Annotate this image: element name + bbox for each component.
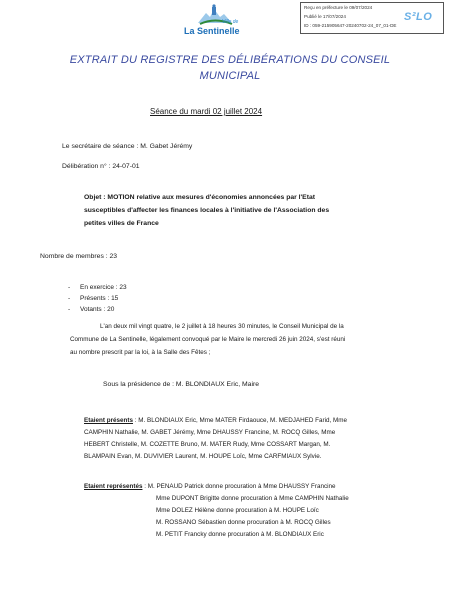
presents-line-1: Etaient présents : M. BLONDIAUX Eric, Mme MATER Firdaouce, M. MEDJAHED Farid, Mme <box>84 417 348 424</box>
intro-line-2: Commune de La Sentinelle, légalement convoqué par le Maire le mercredi 26 juin 2024, s'est réuni <box>70 336 346 343</box>
title-line-1: EXTRAIT DU REGISTRE DES DÉLIBÉRATIONS DU CONSEIL <box>69 54 391 66</box>
intro-line-1: L'an deux mil vingt quatre, le 2 juillet à 18 heures 30 minutes, le Conseil Municipal de la <box>100 323 344 330</box>
document-title <box>40 52 420 84</box>
list-item: - Votants : 20 <box>68 306 115 313</box>
objet-line-1: Objet : MOTION relative aux mesures d'économies annoncées par l'Etat <box>84 194 315 201</box>
stamp-line-received: Reçu en préfecture le 09/07/2024 <box>304 5 373 10</box>
seance-date: Séance du mardi 02 juillet 2024 <box>150 107 263 116</box>
presents-label: Etaient présents <box>84 417 133 424</box>
prefecture-stamp <box>300 2 444 34</box>
title-line-2: MUNICIPAL <box>199 70 261 82</box>
deliberation-number: Délibération n° : 24-07-01 <box>62 163 140 170</box>
representes-line-1: Etaient représentés : M. PENAUD Patrick donne procuration à Mme DHAUSSY Francine <box>84 483 336 490</box>
stamp-slo-logo: S²LO <box>404 11 433 23</box>
representes-label: Etaient représentés <box>84 483 143 490</box>
list-item: - Présents : 15 <box>68 295 119 302</box>
intro-line-3: au nombre prescrit par la loi, à la Salle des Fêtes ; <box>70 349 211 356</box>
secretaire: Le secrétaire de séance : M. Gabet Jérémy <box>62 143 193 150</box>
stamp-line-id: ID : 059-215905647-20240702-24_07_01-DE <box>304 23 397 28</box>
presents-line-3: HEBERT Christelle, M. COZETTE Bruno, M. MATER Rudy, Mme COSSART Margan, M. <box>84 441 331 448</box>
presidence: Sous la présidence de : M. BLONDIAUX Eric, Maire <box>103 381 260 388</box>
representes-line-5: M. PETIT Francky donne procuration à M. BLONDIAUX Eric <box>156 531 324 538</box>
list-item: - En exercice : 23 <box>68 284 127 291</box>
logo-ville: Ville de <box>222 19 239 25</box>
representes-line-4: M. ROSSANO Sébastien donne procuration à M. ROCQ Gilles <box>156 519 331 526</box>
logo-name: La Sentinelle <box>184 26 240 36</box>
representes-line-3: Mme DOLEZ Hélène donne procuration à M. HOUPE Loïc <box>156 507 319 514</box>
presents-line-4: BLAMPAIN Evan, M. DUVIVIER Laurent, M. HOUPE Loïc, Mme CARFMIAUX Sylvie. <box>84 453 322 460</box>
stamp-line-published: Publié le 17/07/2024 <box>304 14 346 19</box>
objet-line-2: susceptibles d'affecter les finances locales à l'initiative de l'Association des <box>84 207 330 214</box>
nombre-membres: Nombre de membres : 23 <box>40 253 118 260</box>
count-list <box>68 284 208 324</box>
logo <box>180 3 250 37</box>
presents-line-2: CAMPHIN Nathalie, M. GABET Jérémy, Mme DHAUSSY Francine, M. ROCQ Gilles, Mme <box>84 429 336 436</box>
representes-line-2: Mme DUPONT Brigitte donne procuration à Mme CAMPHIN Nathalie <box>156 495 349 502</box>
objet-line-3: petites villes de France <box>84 220 159 227</box>
city-emblem-icon <box>180 3 250 27</box>
